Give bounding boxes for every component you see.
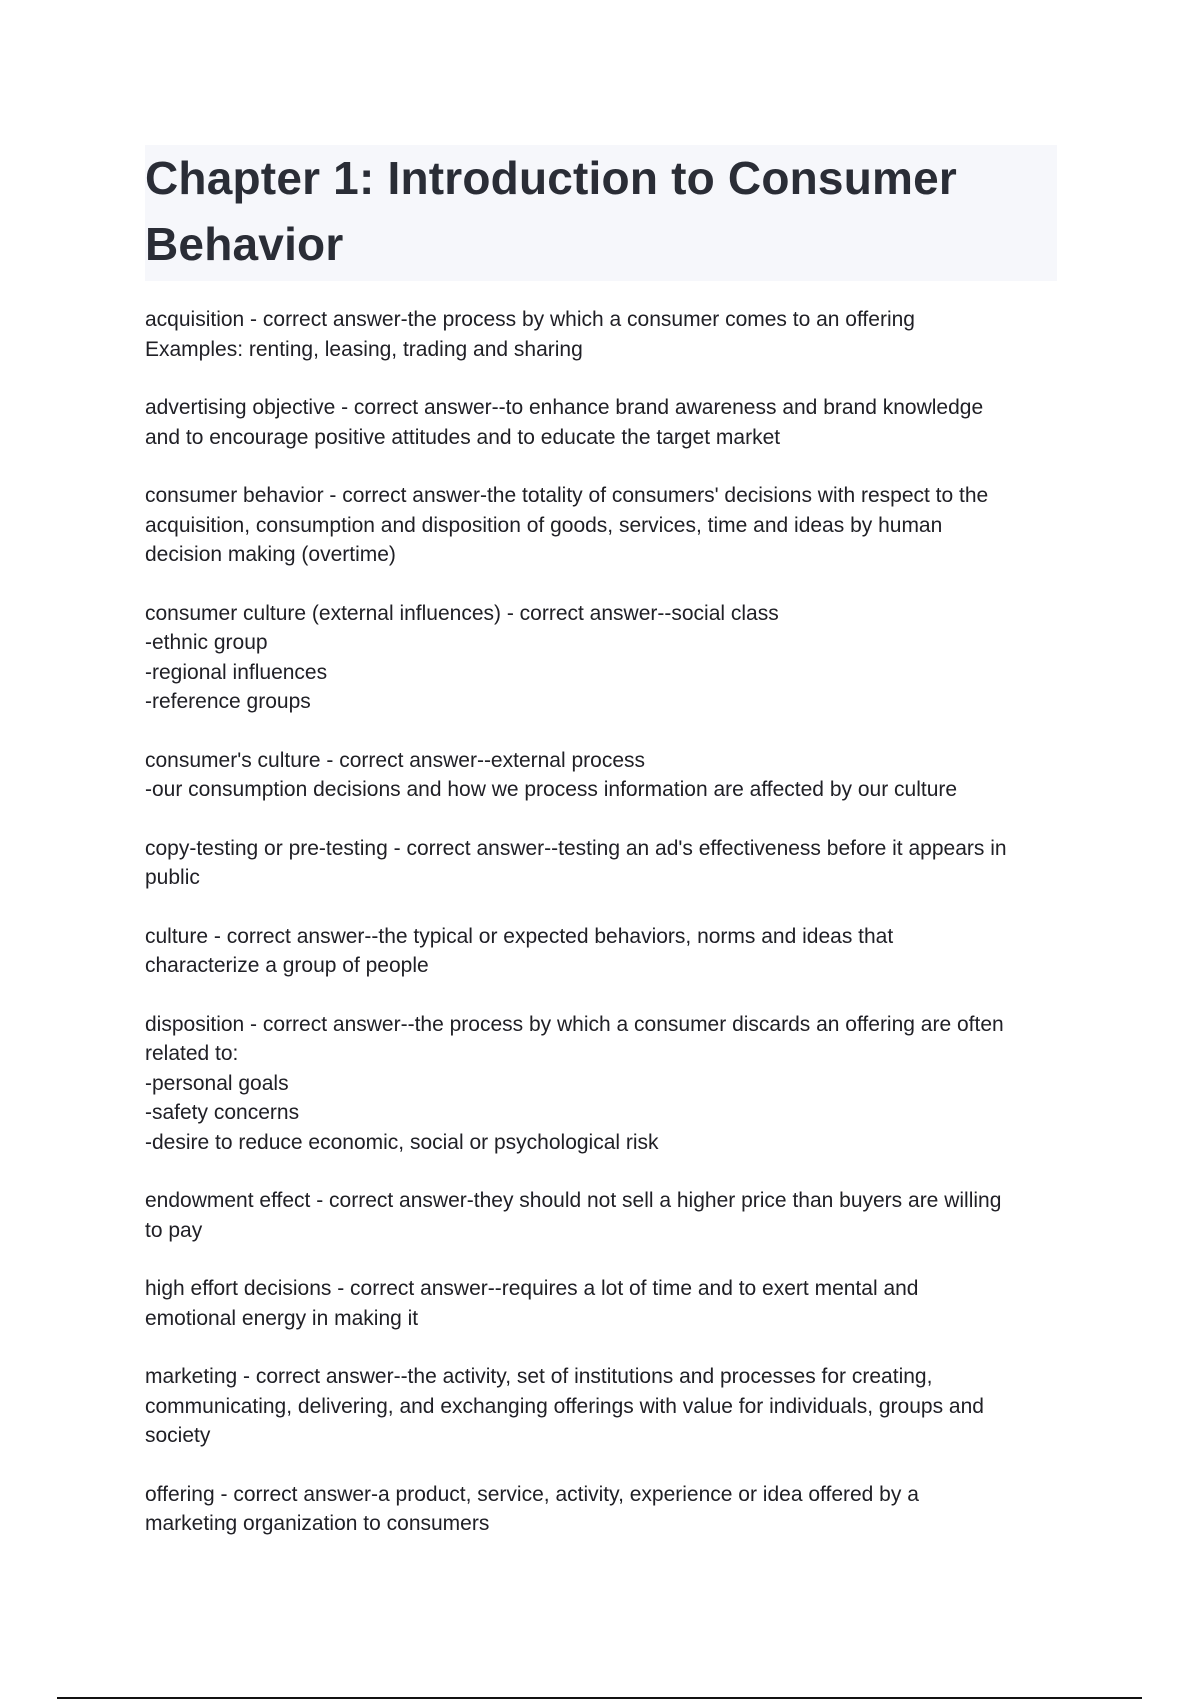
entry-line: -our consumption decisions and how we process information are affected by our culture [145, 778, 958, 801]
entry-line: decision making (overtime) [145, 543, 396, 566]
glossary-entry [145, 599, 1065, 717]
entry-line: acquisition, consumption and disposition of goods, services, time and ideas by human [145, 513, 943, 537]
entry-line: marketing - correct answer--the activity, set of institutions and processes for creating, [145, 1365, 933, 1388]
entry-line: -ethnic group [145, 631, 268, 654]
entry-line: and to encourage positive attitudes and to educate the target market [145, 425, 781, 449]
glossary-entry [145, 1186, 1065, 1245]
glossary-entry [145, 305, 1065, 364]
entry-list [145, 305, 1065, 1568]
entry-line: public [145, 866, 200, 889]
entry-line: -reference groups [145, 690, 311, 713]
entry-line: Examples: renting, leasing, trading and sharing [145, 337, 583, 361]
entry-line: copy-testing or pre-testing - correct answer--testing an ad's effectiveness before it appears in [145, 836, 1007, 860]
glossary-entry [145, 1480, 1065, 1539]
glossary-entry [145, 1010, 1065, 1158]
page-title: Chapter 1: Introduction to Consumer Behavior [145, 152, 957, 270]
entry-line: acquisition - correct answer-the process by which a consumer comes to an offering [145, 308, 915, 331]
entry-line: -personal goals [145, 1071, 289, 1095]
entry-line: characterize a group of people [145, 954, 429, 977]
entry-line: -desire to reduce economic, social or psychological risk [145, 1130, 659, 1154]
glossary-entry [145, 1362, 1065, 1451]
footer-divider [57, 1697, 1142, 1699]
entry-line: -safety concerns [145, 1101, 300, 1124]
entry-line: consumer behavior - correct answer-the totality of consumers' decisions with respect to the [145, 484, 989, 507]
glossary-entry [145, 393, 1065, 452]
entry-line: endowment effect - correct answer-they should not sell a higher price than buyers are willing [145, 1189, 1002, 1212]
entry-line: culture - correct answer--the typical or expected behaviors, norms and ideas that [145, 924, 894, 948]
entry-line: emotional energy in making it [145, 1306, 419, 1330]
glossary-entry [145, 922, 1065, 981]
entry-line: disposition - correct answer--the process by which a consumer discards an offering are often [145, 1012, 1004, 1036]
entry-line: advertising objective - correct answer--to enhance brand awareness and brand knowledge [145, 396, 984, 419]
title-block [145, 145, 1057, 281]
glossary-entry [145, 1274, 1065, 1333]
entry-line: communicating, delivering, and exchanging offerings with value for individuals, groups and [145, 1394, 984, 1418]
entry-line: consumer culture (external influences) - correct answer--social class [145, 601, 779, 625]
glossary-entry [145, 481, 1065, 570]
glossary-entry [145, 834, 1065, 893]
entry-line: high effort decisions - correct answer--requires a lot of time and to exert mental and [145, 1277, 919, 1300]
entry-line: -regional influences [145, 660, 328, 684]
entry-line: consumer's culture - correct answer--external process [145, 748, 646, 772]
glossary-entry [145, 746, 1065, 805]
entry-line: related to: [145, 1042, 239, 1065]
entry-line: society [145, 1424, 211, 1447]
entry-line: marketing organization to consumers [145, 1512, 490, 1535]
entry-line: to pay [145, 1218, 203, 1242]
entry-line: offering - correct answer-a product, service, activity, experience or idea offered by a [145, 1482, 919, 1506]
